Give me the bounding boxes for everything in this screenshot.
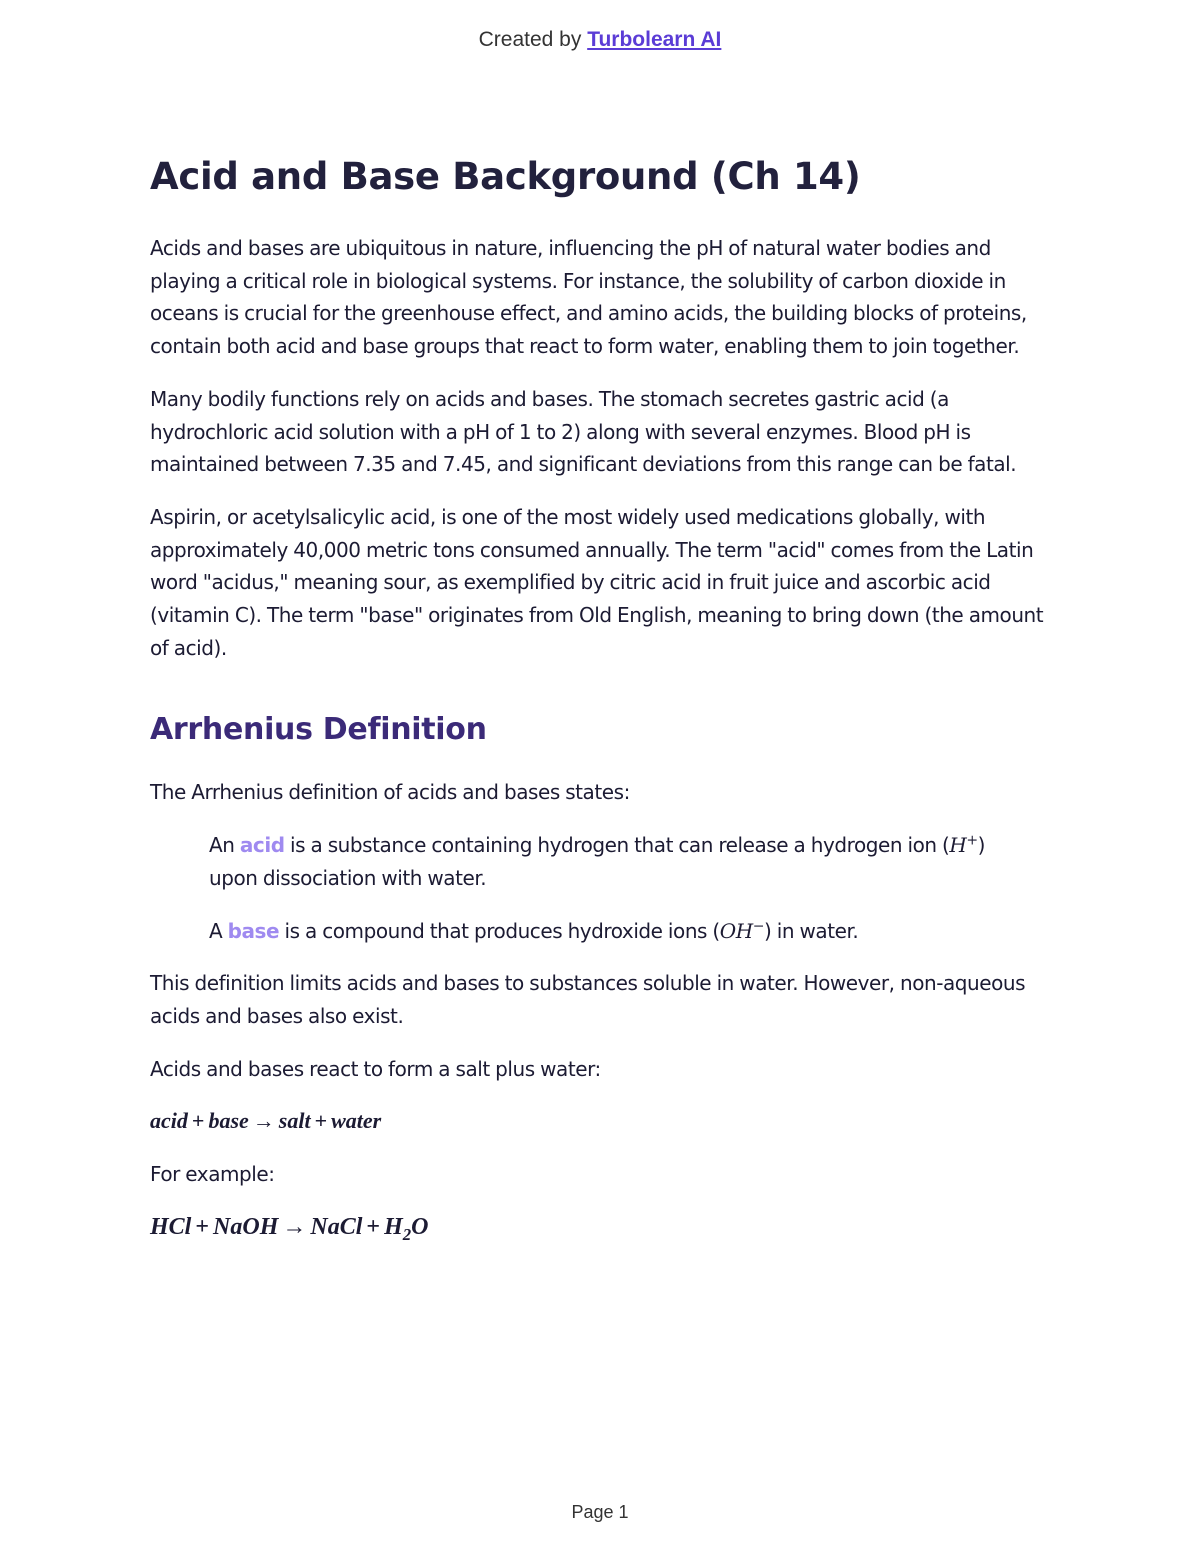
ex-plus-1: + [195, 1213, 210, 1240]
base-term: base [227, 918, 280, 943]
eq-acid: acid [150, 1108, 188, 1134]
ex-hcl: HCl [150, 1213, 192, 1240]
acid-def-suffix: ) upon dissociation with water. [209, 833, 985, 890]
base-def-suffix: ) in water. [764, 918, 859, 943]
eq-plus-1: + [191, 1108, 205, 1134]
document-body [150, 150, 1050, 1263]
general-equation [150, 1105, 1050, 1138]
ex-h2o [384, 1213, 429, 1244]
reaction-lead: Acids and bases react to form a salt plus water: [150, 1056, 601, 1081]
base-def-prefix: A [209, 918, 228, 943]
page-footer [0, 1502, 1200, 1523]
ex-naoh: NaOH [213, 1213, 279, 1240]
definition-lead: The Arrhenius definition of acids and bases states: [150, 780, 630, 805]
eq-base: base [208, 1108, 249, 1134]
acid-def-prefix: An [209, 833, 240, 858]
eq-salt: salt [278, 1108, 311, 1134]
ex-h2o-tail: O [411, 1213, 429, 1240]
acid-term: acid [239, 833, 285, 858]
page-header [0, 28, 1200, 52]
eq-arrow: → [252, 1108, 275, 1134]
hydrogen-ion-charge: + [966, 832, 978, 849]
acid-def-middle: is a substance containing hydrogen that can release a hydrogen ion ( [284, 833, 950, 858]
ex-h2o-base: H [384, 1213, 403, 1240]
intro-paragraph-2: Many bodily functions rely on acids and bases. The stomach secretes gastric acid (a hydrochloric acid solution with a pH of 1 to 2) along with several enzymes. Blood pH is maintained between 7.35 and 7.45, and significant deviations from this range can be fatal. [150, 386, 1017, 477]
base-definition [209, 915, 990, 948]
turbolearn-link[interactable]: Turbolearn AI [587, 28, 722, 51]
ex-arrow: → [282, 1213, 307, 1240]
hydroxide-ion-symbol [720, 919, 764, 943]
hydroxide-ion-base: OH [719, 918, 753, 943]
intro-paragraph-3: Aspirin, or acetylsalicylic acid, is one of the most widely used medications globally, with approximately 40,000 metric tons consumed annually. The term "acid" comes from the Latin word "acidus," meaning sour, as exemplified by citric acid in fruit juice and ascorbic acid (vitamin C). The term "base" originates from Old English, meaning to bring down (the amount of acid). [150, 504, 1044, 660]
page-number: Page 1 [571, 1502, 629, 1522]
ex-plus-2: + [366, 1213, 381, 1240]
hydrogen-ion-base: H [949, 833, 967, 858]
base-def-middle: is a compound that produces hydroxide ions ( [279, 918, 720, 943]
section-heading: Arrhenius Definition [150, 712, 487, 748]
example-equation-formula [150, 1213, 429, 1244]
ex-nacl: NaCl [310, 1213, 363, 1240]
hydrogen-ion-symbol [949, 833, 977, 857]
page-title: Acid and Base Background (Ch 14) [150, 155, 861, 198]
acid-definition [209, 829, 990, 894]
example-equation [150, 1211, 1050, 1244]
eq-water: water [331, 1108, 382, 1134]
hydroxide-ion-charge: − [752, 917, 765, 934]
ex-h2o-subscript: 2 [402, 1224, 412, 1244]
definition-limit: This definition limits acids and bases to substances soluble in water. However, non-aqueous acids and bases also exist. [150, 971, 1026, 1028]
example-lead: For example: [150, 1162, 275, 1187]
header-prefix: Created by [478, 28, 582, 51]
general-equation-formula [150, 1108, 381, 1133]
intro-paragraph-1: Acids and bases are ubiquitous in nature, influencing the pH of natural water bodies and playing a critical role in biological systems. For instance, the solubility of carbon dioxide in oceans is crucial for the greenhouse effect, and amino acids, the building blocks of proteins, contain both acid and base groups that react to form water, enabling them to join together. [150, 236, 1027, 359]
eq-plus-2: + [314, 1108, 328, 1134]
